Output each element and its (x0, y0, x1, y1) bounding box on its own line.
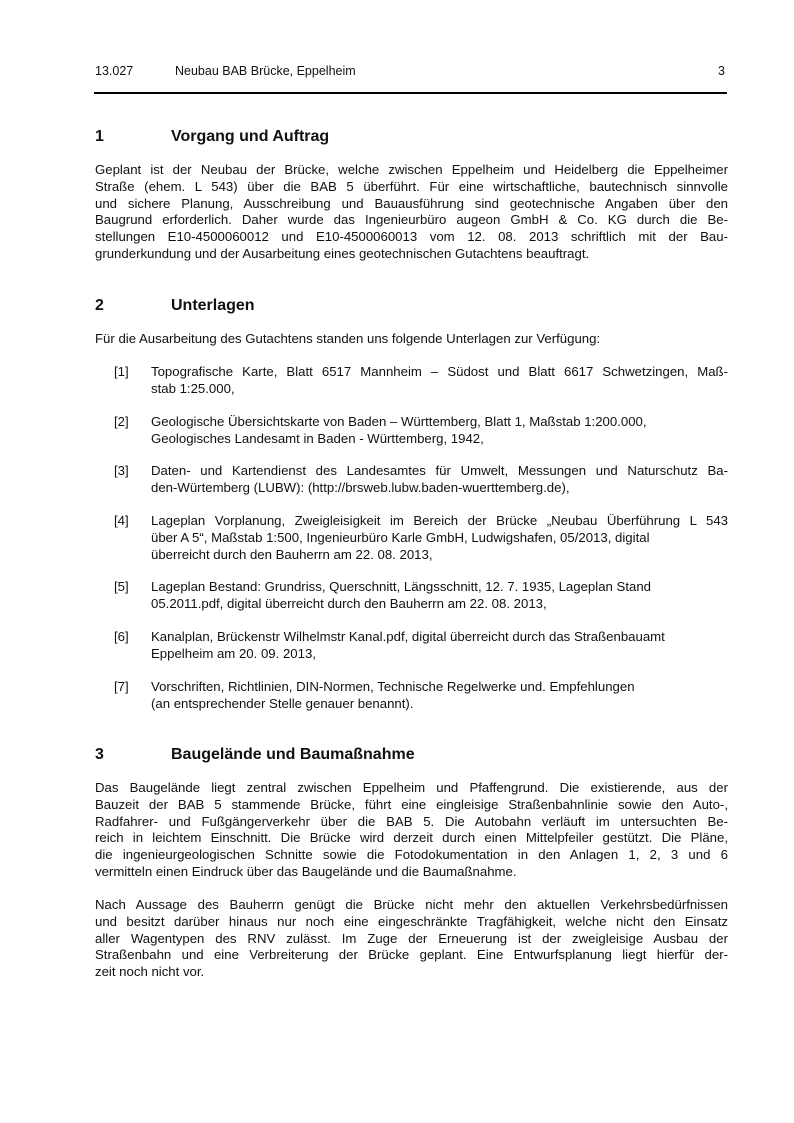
section-number: 2 (95, 297, 104, 314)
text-line: überreicht durch den Bauherrn am 22. 08. 2013, (151, 546, 433, 562)
text-line: Geologisches Landesamt in Baden - Württemberg, 1942, (151, 430, 484, 446)
text-line: Radfahrer- und Fußgängerverkehr über die BAB 5. Die Autobahn verläuft im untersuchten Be- (95, 813, 728, 829)
text-line: grunderkundung und der Ausarbeitung eines geotechnischen Gutachtens beauftragt. (95, 245, 590, 261)
text-line: Bauzeit der BAB 5 stammende Brücke, führt eine eingleisige Straßenbahnlinie sowie den Auto-, (95, 796, 728, 812)
page-number: 3 (718, 64, 725, 78)
text-line: die ingenieurgeologischen Schnitte sowie die Fotodokumentation in den Anlagen 1, 2, 3 und 6 (95, 847, 728, 863)
text-line: über A 5“, Maßstab 1:500, Ingenieurbüro Karle GmbH, Ludwigshafen, 05/2013, digital (151, 529, 650, 545)
header-divider (94, 92, 727, 94)
paragraph-bauherr (95, 897, 728, 981)
reference-label: [2] (114, 414, 129, 429)
text-line: Straßenbahn und eine Verbreiterung der Brücke geplant. Eine Entwurfsplanung liegt hierfür der- (95, 947, 728, 963)
text-line: reich in leichtem Einschnitt. Die Brücke wird derzeit durch einen Mittelpfeiler gestützt. Die Pläne, (95, 830, 728, 846)
text-line: Nach Aussage des Bauherrn genügt die Brücke nicht mehr den aktuellen Verkehrsbedürfnissen (95, 897, 728, 912)
reference-label: [4] (114, 513, 129, 528)
text-line: Straße (ehem. L 543) über die BAB 5 überführt. Für eine wirtschaftliche, bautechnisch sinnvolle (95, 178, 728, 194)
section-number: 1 (95, 128, 104, 145)
text-line: Daten- und Kartendienst des Landesamtes für Umwelt, Messungen und Naturschutz Ba- (151, 463, 728, 478)
text-line: stellungen E10-4500060012 und E10-4500060013 vom 12. 08. 2013 schriftlich mit der Bau- (95, 229, 728, 245)
text-line: stab 1:25.000, (151, 380, 235, 396)
text-line: zeit noch nicht vor. (95, 964, 205, 980)
text-line: vermitteln einen Eindruck über das Baugelände und die Baumaßnahme. (95, 863, 517, 879)
text-line: und sichere Planung, Ausschreibung und Bauausführung sind geotechnische Angaben über den (95, 195, 728, 211)
paragraph-vorgang (95, 162, 728, 263)
reference-label: [3] (114, 463, 129, 478)
paragraph-baugelaende (95, 780, 728, 881)
text-line: Baugrund erforderlich. Daher wurde das Ingenieurbüro augeon GmbH & Co. KG durch die Be- (95, 212, 728, 228)
text-line: Kanalplan, Brückenstr Wilhelmstr Kanal.pdf, digital überreicht durch das Straßenbauamt (151, 629, 665, 644)
page-header (95, 63, 725, 79)
reference-label: [6] (114, 629, 129, 644)
text-line: 05.2011.pdf, digital überreicht durch den Bauherrn am 22. 08. 2013, (151, 595, 547, 611)
text-line: Geplant ist der Neubau der Brücke, welche zwischen Eppelheim und Heidelberg die Eppelheimer (95, 162, 728, 177)
reference-label: [7] (114, 679, 129, 694)
text-line: Vorschriften, Richtlinien, DIN-Normen, Technische Regelwerke und. Empfehlungen (151, 679, 635, 694)
section-title: Unterlagen (171, 297, 255, 314)
document-number: 13.027 (95, 64, 134, 78)
section-title: Vorgang und Auftrag (171, 128, 330, 145)
document-title: Neubau BAB Brücke, Eppelheim (175, 64, 356, 78)
text-line: Topografische Karte, Blatt 6517 Mannheim – Südost und Blatt 6617 Schwetzingen, Maß- (151, 364, 728, 379)
text-line: (an entsprechender Stelle genauer benannt). (151, 695, 414, 711)
reference-label: [5] (114, 579, 129, 594)
section-title: Baugelände und Baumaßnahme (171, 746, 415, 763)
text-line: aller Wagentypen des RNV zulässt. Im Zuge der Erneuerung ist der zweigleisige Ausbau der (95, 930, 728, 946)
text-line: Geologische Übersichtskarte von Baden – Württemberg, Blatt 1, Maßstab 1:200.000, (151, 414, 647, 429)
paragraph-unterlagen-intro (95, 331, 728, 348)
text-line: den-Würtemberg (LUBW): (http://brsweb.lubw.baden-wuerttemberg.de), (151, 479, 570, 495)
text-line: Lageplan Vorplanung, Zweigleisigkeit im Bereich der Brücke „Neubau Überführung L 543 (151, 513, 728, 528)
section-number: 3 (95, 746, 104, 763)
text-line: und besitzt darüber hinaus nur noch eine eingeschränkte Tragfähigkeit, welche nicht den Einsatz (95, 913, 728, 929)
text-line: Lageplan Bestand: Grundriss, Querschnitt, Längsschnitt, 12. 7. 1935, Lageplan Stand (151, 579, 651, 594)
reference-label: [1] (114, 364, 129, 379)
text-line: Das Baugelände liegt zentral zwischen Eppelheim und Pfaffengrund. Die existierende, aus der (95, 780, 728, 795)
text-line: Eppelheim am 20. 09. 2013, (151, 645, 316, 661)
text-line: Für die Ausarbeitung des Gutachtens standen uns folgende Unterlagen zur Verfügung: (95, 331, 601, 346)
